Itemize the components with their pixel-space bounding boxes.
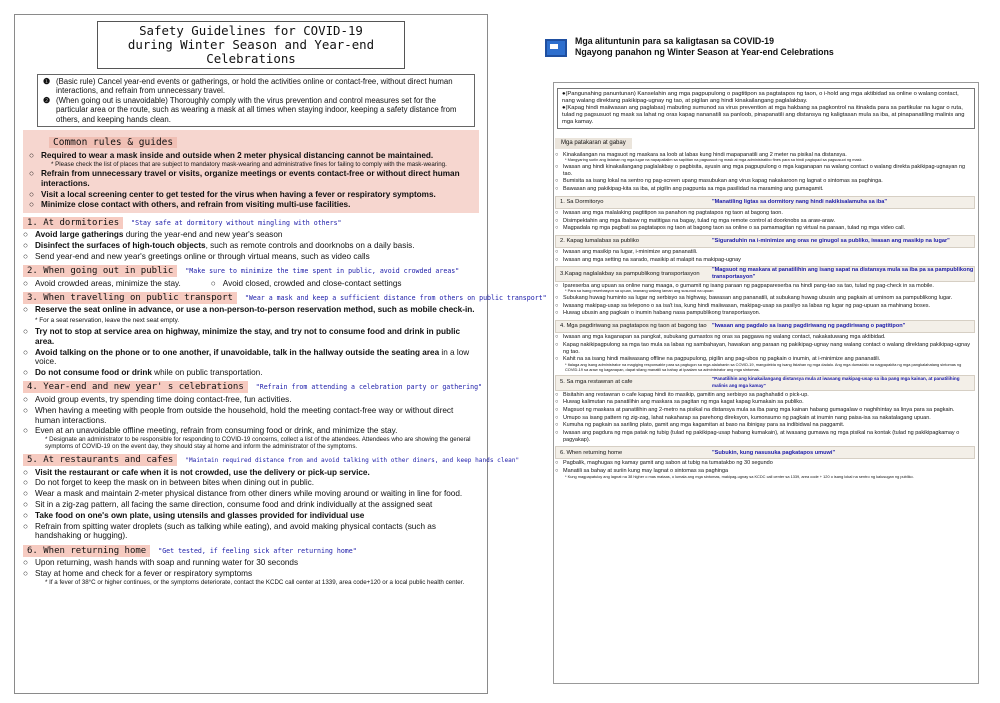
list-item-text: Umupo sa isang pattern ng zig-zag, lahat nakaharap sa parehong direksyon, kumonsumo ng pagkain at inumin nang paisa-isa sa nakatalagang upuan. xyxy=(563,414,931,421)
filipino-intro-box xyxy=(557,88,975,129)
list-item-bold: Avoid talking on the phone or to one another, if unavoidable, talk in the hallway outside the seating area xyxy=(35,347,440,357)
section-quote: "Maintain required distance from and avoid talking with other diners, and keep hands clean" xyxy=(185,456,520,464)
filipino-section-list-publiko xyxy=(555,249,975,263)
list-item-text: Even at an unavoidable offline meeting, refrain from consuming food or drink, and minimize the stay. xyxy=(35,426,398,436)
filipino-intro-1: ●(Pangunahing panuntunan) Kanselahin ang mga pagpupulong o pagtitipon sa pagtatapos ng taon, o i-hold ang mga aktibidad sa online o walang contact, nang walang direktang pakikipag-ugnay ng tao, at pigilan ang hindi kinakailangang paglalakbay. xyxy=(562,91,959,104)
bullet-icon: ○ xyxy=(23,568,28,578)
intro-rule-1-text: (Basic rule) Cancel year-end events or gatherings, or hold the activities online or contact-free, without direct human interactions, and refrain from unnecessary travel. xyxy=(56,77,453,96)
list-item xyxy=(555,342,975,355)
bullet-icon: ○ xyxy=(29,169,34,179)
section-list-going-out xyxy=(23,278,479,289)
section-list-returning-home xyxy=(23,558,479,586)
list-item-bold: Do not consume food or drink xyxy=(35,368,152,378)
section-list-restaurants xyxy=(23,468,479,542)
list-item-text: When having a meeting with people from outside the household, hold the meeting contact-free way or without direct human interactions. xyxy=(35,405,454,425)
list-item-text: Iwasan ang pagdura ng mga patak ng tubig (tulad ng pakikipag-usap habang kumakain), at iwasang gumawa ng mga pisikal na kontak (tulad ng pakikipagkamay o pagyakap). xyxy=(563,430,960,443)
section-quote: "Stay safe at dormitory without mingling with others" xyxy=(131,218,342,227)
list-item-text: Magsuot ng maskara at panatilihin ang 2-metro na pisikal na distansya mula sa iba pang mga kainan habang gumagalaw o naghihintay sa linya para sa pagkain. xyxy=(563,406,955,413)
list-item-text: Do not forget to keep the mask on in between bites when dining out in public. xyxy=(35,478,315,488)
list-item-text: Upon returning, wash hands with soap and running water for 30 seconds xyxy=(35,558,299,568)
list-item xyxy=(23,406,479,426)
section-label: 6. When returning home xyxy=(560,449,623,456)
filipino-section-list-transportasyon xyxy=(555,283,975,317)
section-header-celebrations xyxy=(23,381,483,394)
list-item xyxy=(23,558,479,568)
list-item xyxy=(555,310,975,317)
list-item xyxy=(23,468,479,478)
bullet-icon: ○ xyxy=(555,334,559,341)
list-item-text: Bumisita sa isang lokal na sentro ng pag-screen upang masubukan ang virus kapag nakakaroon ng lagnat o sintomas sa paghinga. xyxy=(563,178,883,185)
bullet-icon: ○ xyxy=(555,256,559,263)
section-quote: "Subukin, kung nasusuka pagkatapos umuwi" xyxy=(712,449,836,456)
section-quote: "Siguraduhin na i-minimize ang oras ne ginugol sa publiko, iwasan ang masikip na lugar" xyxy=(712,238,950,245)
english-guideline-page xyxy=(14,14,547,694)
filipino-section-header-publiko xyxy=(555,235,975,248)
list-item-text: Stay at home and check for a fever or respiratory symptoms xyxy=(35,568,253,578)
bullet-icon: ○ xyxy=(555,151,559,158)
list-item xyxy=(23,522,479,542)
section-header-dormitories xyxy=(23,216,479,229)
bullet-icon: ○ xyxy=(23,521,28,531)
intro-rule-2-mark: ❷ xyxy=(43,95,50,105)
section-header-restaurants xyxy=(23,454,520,467)
list-item-text: Wear a mask and maintain 2-meter physical distance from other diners while moving around or waiting in line for food. xyxy=(35,489,463,499)
list-item xyxy=(555,460,975,467)
list-item xyxy=(555,186,975,193)
bullet-icon: ○ xyxy=(23,251,28,261)
section-label: 5. At restaurants and cafes xyxy=(23,454,177,466)
bullet-icon: ○ xyxy=(23,467,28,477)
list-item xyxy=(555,178,975,185)
bullet-icon: ○ xyxy=(555,295,559,302)
list-item-text: Minimize close contact with others, and refrain from visiting multi-use facilities. xyxy=(41,200,351,210)
bullet-icon: ○ xyxy=(23,558,28,568)
bullet-icon: ○ xyxy=(555,186,559,193)
list-item-note: * Para sa isang reserbasyon sa upuan, iwanang walang laman ang susunod na upuan xyxy=(565,288,714,294)
bullet-icon: ○ xyxy=(555,399,559,406)
section-label: 3.Kapag naglalakbay sa pampublikong transportasyon xyxy=(560,270,700,277)
filipino-header xyxy=(537,36,987,74)
list-item-text: Iwasan ang hindi kinakailangang paglalakbay o pagbisita, ayusin ang mga pagpupulong o mga kaganapan na walang contact o walang direkta pakikipag-ugnayan ng tao. xyxy=(563,164,966,177)
list-item-note: * Please check the list of places that are subject to mandatory mask-wearing and administrative fines for failing to comply with the mask-wearing. xyxy=(51,160,447,168)
section-label: 5. Sa mga restawran at cafe xyxy=(560,379,633,386)
bullet-icon: ○ xyxy=(555,282,559,289)
list-item-text: Subukang huwag huminto sa lugar ng serbisyo sa highway, bawasan ang pananatili, at subukang huwag ubusin ang pagkain at uminom sa pampublikong lugar. xyxy=(563,295,953,302)
list-item-note: * If a fever of 38°C or higher continues, or the symptoms deteriorate, contact the KCDC call center at 1339, area code+120 or a local public health center. xyxy=(45,578,465,586)
section-list-public-transport xyxy=(23,305,479,378)
section-label: 4. Mga pagdiriwang sa pagtatapos ng taon at bagong tao xyxy=(560,323,707,330)
list-item xyxy=(23,305,479,326)
bullet-icon: ○ xyxy=(23,305,28,315)
list-item xyxy=(555,218,975,225)
list-item xyxy=(555,303,975,310)
bullet-icon: ○ xyxy=(23,394,28,404)
section-label: 4. Year-end and new year' s celebrations xyxy=(23,381,248,393)
list-item-text: during the year-end and new year's season xyxy=(123,230,283,240)
list-item-text: Iwasan ang mga setting na sarado, masikip at malapit na makipag-ugnay xyxy=(563,256,741,263)
list-item-text: Disimpektahin ang mga ibabaw ng matitigas na bagay, tulad ng mga remote control at doorknobs sa araw-araw. xyxy=(563,217,835,224)
section-quote: "Make sure to minimize the time spent in public, avoid crowded areas" xyxy=(185,267,460,276)
list-item-text: Manatili sa bahay at suriin kung may lagnat o sintomas sa paghinga xyxy=(563,468,729,475)
filipino-section-header-restawran xyxy=(555,375,975,390)
bullet-icon: ○ xyxy=(23,489,28,499)
filipino-section-header-dormitoryo xyxy=(555,196,975,209)
bullet-icon: ○ xyxy=(555,225,559,232)
bullet-icon: ○ xyxy=(29,200,34,210)
list-item-text: Iwasan ang mga malalaking pagtitipon sa panahon ng pagtatapos ng taon at bagong taon. xyxy=(563,209,783,216)
list-item xyxy=(29,169,473,189)
bullet-icon: ○ xyxy=(555,341,559,348)
bullet-icon: ○ xyxy=(555,209,559,216)
list-item-text: Refrain from spitting water droplets (such as talking while eating), and avoid making physical contacts (such as handshaking or hugging). xyxy=(35,521,436,541)
filipino-title-line1: Mga alituntunin para sa kaligtasan sa COVID-19 xyxy=(575,36,774,46)
bullet-icon: ○ xyxy=(555,391,559,398)
common-rules-heading: Common rules & guides xyxy=(49,137,177,148)
section-header-returning-home xyxy=(23,544,479,557)
list-item-note: * Designate an administrator to be responsible for responding to COVID-19 concerns, collect a list of the attendees. Attendees who are showing the general symptoms of COVID-19 on the event day, they should stay at home and inform the administrator of the symptoms. xyxy=(45,436,471,451)
section-quote: "Wear a mask and keep a sufficient distance from others on public transport" xyxy=(244,293,547,302)
list-item-note: * Kung magpapatuloy ang lagnat na 38 higher o mas mataas, o lumala ang mga sintomas, makipag-ugnay sa KCDC call center sa 1339, area code + 120 o isang lokal na sentro ng kalusugan ng publiko. xyxy=(565,473,914,479)
list-item xyxy=(555,392,975,399)
bullet-icon: ○ xyxy=(555,164,559,170)
bullet-icon: ○ xyxy=(555,468,559,475)
bullet-icon: ○ xyxy=(29,189,34,199)
section-label: 3. When travelling on public transport xyxy=(23,292,237,304)
list-item xyxy=(555,295,975,302)
list-item xyxy=(23,489,479,499)
list-item-text: Send year-end and new year's greetings online or through virtual means, such as video calls xyxy=(35,251,370,261)
list-item xyxy=(23,252,479,262)
filipino-section-list-pagdiriwang xyxy=(555,334,975,372)
bullet-icon: ○ xyxy=(555,178,559,185)
section-quote: "Iwasan ang pagdalo sa isang pagdiriwang ng pagdiriwang o pagtitipon" xyxy=(712,323,906,330)
section-label: 1. At dormitories xyxy=(23,217,123,229)
bullet-icon: ○ xyxy=(23,499,28,509)
filipino-intro-2: ●(Kapag hindi maiiwasan ang paglabas) mabuting sumunod sa virus prevention at mga hakbang sa pagkontrol na itinakda para sa partikular na lugar o ruta, tulad ng pagsusuot ng mask sa lahat ng oras kapag nananatili sa panloob, pinapanatili ang distansya ng kaligtasan mula sa iba, at pinapanatiling malinis ang mga kamay. xyxy=(562,105,965,125)
list-item-note: * Italaga ang isang administrator na magiging responsable para sa pagtugon sa mga alalahanin sa COVID-19, mangolekta ng isang listahan ng mga dadalo. Ang mga dumadalo na nagpapakita ng mga pangkalahatang sintomas ng COVID-19 sa araw ng kaganapan, dapat silang manatili sa bahay at ipaalam sa administrator ang mga sintomas. xyxy=(565,361,962,372)
list-item-bold: Try not to stop at service area on highway, minimize the stay, and try not to consume food and drink in public area. xyxy=(35,327,461,346)
filipino-section-header-pagdiriwang xyxy=(555,320,975,333)
section-quote: "Magsuot ng maskara at panatilihin ang isang sapat na distansya mula sa iba pa sa pampublikong transportasyon" xyxy=(712,267,974,281)
list-item xyxy=(23,511,479,521)
section-list-dormitories xyxy=(23,230,479,261)
bullet-icon: ○ xyxy=(555,217,559,224)
intro-rule-1-mark: ❶ xyxy=(43,77,50,86)
filipino-title xyxy=(575,36,834,58)
list-item-text: Kahit na sa isang hindi maiiwasang offline na pagpupulong, pigilin ang pag-ubos ng pagkain o inumin, at i-minimize ang pananatili. xyxy=(563,356,881,363)
bullet-icon: ○ xyxy=(555,406,559,413)
list-item xyxy=(555,422,975,429)
list-item xyxy=(23,500,479,510)
section-quote: "Manatiling ligtas sa dormitory nang hindi nakikisalamuha sa iba" xyxy=(712,198,888,205)
section-label: 2. When going out in public xyxy=(23,265,177,277)
list-item xyxy=(555,430,975,443)
bullet-icon: ○ xyxy=(210,278,216,288)
list-item-text: Refrain from unnecessary travel or visits, organize meetings or events contact-free or without direct human interactions. xyxy=(41,169,460,188)
section-header-going-out xyxy=(23,265,479,278)
list-item-text: Sit in a zig-zag pattern, all facing the same direction, consume food and drink individually at the assigned seat xyxy=(35,499,433,509)
filipino-section-list-restawran xyxy=(555,392,975,444)
bullet-icon: ○ xyxy=(23,327,28,336)
list-item xyxy=(555,407,975,414)
list-item xyxy=(29,151,473,161)
filipino-common-heading: Mga patakaran at gabay xyxy=(555,138,632,149)
bullet-icon: ○ xyxy=(555,356,559,363)
bullet-icon: ○ xyxy=(23,478,28,488)
list-item xyxy=(23,368,479,378)
section-quote: "Panatilihin ang kinakailangang distansya mula at iwasang makipag-usap sa iba pang mga kainan, at panatilihing malinis ang mga kamay" xyxy=(712,376,960,388)
bullet-icon: ○ xyxy=(23,347,28,357)
list-item-text: Visit a local screening center to get tested for the virus when having a fever or respiratory symptoms. xyxy=(41,189,436,199)
bullet-icon: ○ xyxy=(555,310,559,317)
english-title-line2: during Winter Season and Year-end Celebrations xyxy=(127,37,375,66)
bullet-icon: ○ xyxy=(23,510,28,520)
bullet-icon: ○ xyxy=(23,278,28,288)
list-item-text: Iwasan ang masikip na lugar, i-minimize ang pananatili. xyxy=(563,248,698,255)
intro-rule-1 xyxy=(43,77,469,96)
filipino-section-header-returning-home xyxy=(555,446,975,459)
section-quote: "Get tested, if feeling sick after returning home" xyxy=(158,546,357,555)
section-label: 2. Kapag lumalabas sa publiko xyxy=(560,238,639,245)
section-label: 6. When returning home xyxy=(23,545,150,557)
section-list-celebrations xyxy=(23,395,479,451)
list-item-text: Avoid group events, try spending time doing contact-free, fun activities. xyxy=(35,394,292,404)
list-item-bold: Avoid large gatherings xyxy=(35,230,124,240)
list-item-text: Iwasan ang mga kaganapan sa pangkat, subukang gumastos ng oras sa paggawa ng walang contact, nakakatuwang mga aktibidad. xyxy=(563,334,886,341)
list-item xyxy=(555,415,975,422)
english-title xyxy=(97,21,405,69)
filipino-section-header-transportasyon xyxy=(555,266,975,281)
list-item-text: Kinakailangan na magsuot ng maskara sa loob at labas kung hindi mapapanatili ang 2 meter na pisikal na distansya. xyxy=(563,151,847,158)
list-item-text: Huwag ubusin ang pagkain o inumin habang nasa pampublikong transportasyon. xyxy=(563,310,761,317)
list-item xyxy=(23,327,479,347)
filipino-title-line2: Ngayong panahon ng Winter Season at Year-end Celebrations xyxy=(575,47,834,57)
flag-icon xyxy=(545,39,567,57)
filipino-section-list-returning-home xyxy=(555,460,975,479)
list-item-text: Huwag kalimutan na panatilihin ang maskara sa pagitan ng mga kagat kapag kumakain sa publiko. xyxy=(563,399,804,406)
list-item-text: Kapag nakikipagpulong sa mga tao mula sa labas ng sambahayan, hawakan ang paraan ng pakikipag-ugnay nang walang contact o walang direktang pakikipag-ugnay ng tao. xyxy=(563,341,970,355)
list-item-inline-note: * For a seat reservation, leave the next seat empty. xyxy=(35,317,180,325)
filipino-common-list xyxy=(555,152,975,193)
section-label: 1. Sa Dormitoryo xyxy=(560,198,604,205)
list-item-text: while on public transportation. xyxy=(151,368,263,378)
bullet-icon: ○ xyxy=(555,302,559,309)
list-item xyxy=(29,200,473,210)
list-item-text: in a low voice. xyxy=(35,347,470,367)
list-item xyxy=(555,399,975,406)
english-title-line1: Safety Guidelines for COVID-19 xyxy=(139,23,363,38)
list-item xyxy=(23,426,479,436)
list-item xyxy=(23,230,479,240)
list-item-text: Ipareserba ang upuan sa online nang maaga, o gumamit ng isang paraan ng pagpapareserba na hindi pang-tao sa tao, tulad ng pag-check in sa mobile. xyxy=(563,282,934,289)
list-item-text: , such as remote controls and doorknobs on a daily basis. xyxy=(205,241,415,251)
bullet-icon: ○ xyxy=(23,426,28,436)
list-item-text: Bawasan ang pakikipag-kita sa iba, at pigilin ang pagpunta sa mga pasilidad na maraming ang gumagamit. xyxy=(563,186,824,193)
list-item-bold: Disinfect the surfaces of high-touch objects xyxy=(35,241,206,251)
list-item xyxy=(555,164,975,177)
list-item xyxy=(555,257,975,264)
list-item xyxy=(23,569,479,579)
bullet-icon: ○ xyxy=(555,414,559,421)
list-item xyxy=(23,279,181,289)
list-item-bold: Visit the restaurant or cafe when it is not crowded, use the delivery or pick-up service. xyxy=(35,467,370,477)
list-item-text: Magpadala ng mga pagbati sa pagtatapos ng taon at bagong taon sa online o sa pamamagitan ng virtual na paraan, tulad ng mga video call. xyxy=(563,225,906,232)
list-item xyxy=(23,241,479,251)
list-item xyxy=(23,348,479,368)
list-item xyxy=(555,225,975,232)
filipino-section-list-dormitoryo xyxy=(555,210,975,232)
list-item xyxy=(555,249,975,256)
list-item xyxy=(29,190,473,200)
bullet-icon: ○ xyxy=(555,430,559,437)
common-rules-section xyxy=(23,130,479,213)
english-intro-box xyxy=(37,74,475,127)
list-item-bold: Reserve the seat online in advance, or use a non-person-to-person reservation method, such as mobile check-in. xyxy=(35,305,475,315)
list-item xyxy=(23,395,479,405)
intro-rule-2-text: (When going out is unavoidable) Thoroughly comply with the virus prevention and control measures set for the particular area or the route, such as wearing a mask at all times when staying indoor, keeping a safety distance from others, and keeping hands clean. xyxy=(56,95,457,124)
list-item-note: * Mangyaring suriin ang listahan ng mga lugar na napapailalim sa sapilitan na pagsusuot ng mask at mga administratibo fines para sa hindi pagtupad sa pagsusuot ng mask . xyxy=(565,157,864,163)
list-item-bold: Take food on one's own plate, using utensils and glasses provided for individual use xyxy=(35,510,365,520)
list-item-text: Iwasang makipag-usap sa telepono o sa isa't isa, kung hindi maiiwasan, makipag-usap sa pasilyo sa labas ng lugar ng pag-upuan sa mahinang boses. xyxy=(563,302,931,309)
common-rules-list xyxy=(29,151,473,210)
list-item xyxy=(555,210,975,217)
list-item-text: Avoid closed, crowded and close-contact settings xyxy=(222,278,402,288)
list-item-text: Kumuha ng pagkain sa sariling plato, gamit ang mga kagamitan at baso na ibinigay para sa indibidwal na paggamit. xyxy=(563,422,845,429)
list-item-text: Required to wear a mask inside and outside when 2 meter physical distancing cannot be maintained. xyxy=(41,151,434,161)
list-item xyxy=(555,334,975,341)
list-item-text: Avoid crowded areas, minimize the stay. xyxy=(35,278,181,288)
bullet-icon: ○ xyxy=(555,248,559,255)
list-item-text: Pagbalik, maghugas ng kamay gamit ang sabon at tubig na tumatakbo ng 30 segundo xyxy=(563,460,773,467)
bullet-icon: ○ xyxy=(23,368,28,378)
list-item xyxy=(23,478,479,488)
bullet-icon: ○ xyxy=(555,422,559,429)
intro-rule-2 xyxy=(43,96,469,124)
list-item xyxy=(211,279,402,289)
filipino-body xyxy=(555,137,975,479)
section-header-public-transport xyxy=(23,291,547,304)
bullet-icon: ○ xyxy=(555,460,559,467)
list-item-text: Bisitahin ang restawran o cafe kapag hindi ito masikip, gamitin ang serbisyo sa paghahatid o pick-up. xyxy=(563,391,809,398)
bullet-icon: ○ xyxy=(29,151,34,161)
section-quote: "Refrain from attending a celebration party or gathering" xyxy=(255,383,483,392)
bullet-icon: ○ xyxy=(23,230,28,240)
bullet-icon: ○ xyxy=(23,241,28,251)
bullet-icon: ○ xyxy=(23,405,28,415)
